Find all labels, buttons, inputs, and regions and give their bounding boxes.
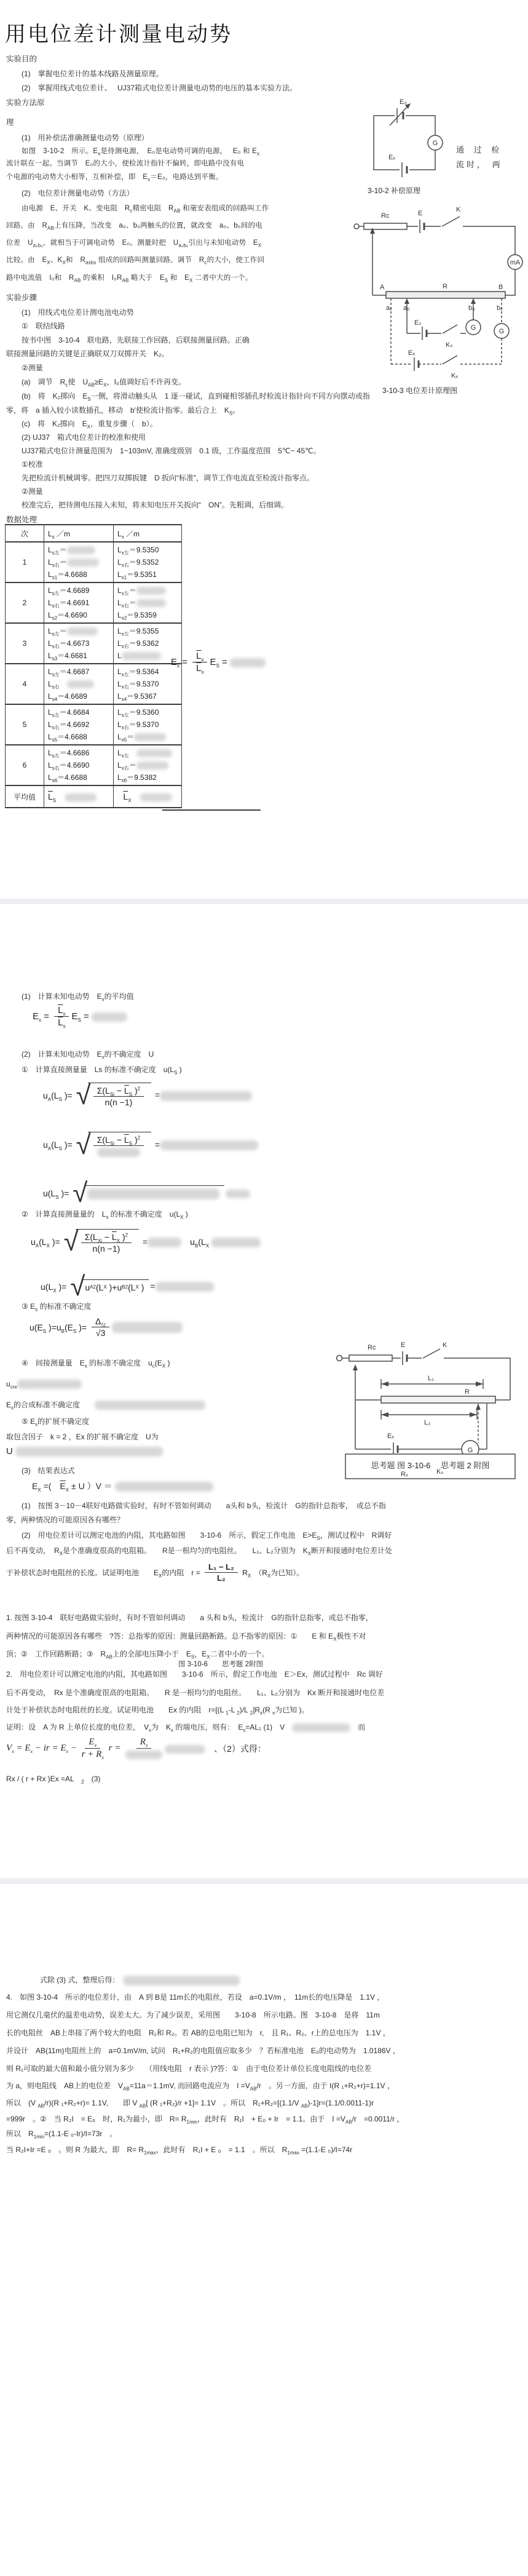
text-line: 取包含因子 k = 2 ，Ex 的扩展不确定度 U为: [6, 1433, 159, 1441]
blur-redaction: [67, 559, 99, 566]
text-line: 路中电流值 I₀和 $R_{AB}$ 的乘积 $I_0R_{AB}$ 略大于 $E_S$ 和 $E_X$ 二者中大的一个。: [6, 274, 253, 284]
step-line: (b) 将 K₂掷向 $E_S$一侧，将滑动触头从 1 逐一碰试，直到碰相邻插孔时检流计指针向不同方向摆动或指: [22, 392, 370, 402]
table-row: [6, 664, 182, 704]
terminal-icon: [337, 1356, 342, 1361]
answer-line: 后不再变动， Rx 是个准确度很高的电阻箱。 R 是一根均匀的电阻丝。 L₁、L₂分别为 Kx 断开和接通时电位差: [6, 1688, 385, 1697]
formula-line: $E_x$的合成标准不确定度: [6, 1400, 205, 1410]
blur-redaction: [211, 1238, 261, 1247]
formula-ex-average: $E_x$ = $\frac{\overline{L}_x}{\overline{L}_s}$ $E_S$ =: [171, 651, 266, 674]
switch-icon: [443, 356, 457, 364]
principle-subheading: (2) 电位差计测量电动势（方法）: [22, 189, 134, 197]
answer-line: =999r 。② 当 R₂I = E₀ 时，R₁为最小，即 $R= R_{1min}$，此时有 R₁I + E₀ + Ir = 1.1。由于 $I =V_{AB}/r$ =0.0011/r ，: [6, 2115, 404, 2125]
text-fragment: 流时， 两: [456, 160, 503, 169]
battery-label: E: [418, 210, 423, 217]
blur-redaction: [292, 1723, 350, 1732]
endpoint-label: A: [380, 284, 385, 291]
terminal-icon: [354, 224, 359, 229]
section-heading-steps: 实验步骤: [6, 293, 37, 302]
list-heading: ⑤ $E_x$的扩展不确定度: [22, 1417, 90, 1428]
table-cell: 2: [6, 582, 44, 623]
blur-redaction: [67, 627, 98, 635]
formula-ua-lx: $u_A(L_X$ )= √ $\frac{\Sigma(L_{Xi} - \overline{L}_X )^2}{n(n -1)}$ = $u_B(L_X$: [31, 1229, 261, 1255]
table-cell: $L_{x左}=9.5355$ $L_{x右}=9.5362$ L: [114, 623, 182, 664]
rheostat-label: Rc: [381, 212, 390, 220]
table-cell: 6: [6, 745, 44, 785]
table-cell: $L_{s左}=4.6686$ $L_{s右}=4.6690$ $L_{s6}=4.6688$: [44, 745, 114, 785]
table-average-row: [6, 785, 182, 808]
step-line: (a) 调节 $R_c$使 $U_{AB}\ge E_X$，I₀值调好后不许再变。: [22, 378, 186, 388]
text-line: 流计联在一起。当调节 E₀的大小，使检流计指针不偏转，即电路中没有电: [6, 160, 245, 167]
document-title: 用电位差计测量电动势: [5, 23, 232, 46]
answer-line: 所以 (V $_{AB}$/r)(R ₁+R₂+r)= 1.1V, 即 V $_{AB}$[ (R ₁+R₂)/r +1]= 1.1V 。所以 R₁+R₂=[(1.1/V $_{AB}$)-1]r=(1.1/0.0011-1)r: [6, 2099, 374, 2109]
figure-caption: 3-10-2 补偿原理: [368, 186, 421, 195]
step-line: ① 联结线路: [22, 322, 65, 330]
resistor-label: R: [443, 283, 447, 290]
blur-redaction: [17, 1380, 82, 1389]
principle-subheading: (1) 用补偿法准确测量电动势（原理）: [22, 133, 149, 142]
answer-line: 1. 按图 3-10-4 联好电路做实验时，有时不管如何调动 a 头和 b头，检流计 G的指针总指零，或总不指零，: [6, 1613, 373, 1622]
answer-line: 2. 用电位差计可以测定电池的内阻，其电路如图 3-10-6 所示，假定工作电池 E＞Ex，测试过程中 Rc 调好: [6, 1670, 383, 1679]
figure-caption: 3-10-3 电位差计原理图: [382, 386, 458, 395]
circuit-wire: [374, 116, 435, 170]
resistor-label: R: [465, 1388, 470, 1396]
switch-label: K: [443, 1342, 447, 1349]
answer-line: 4. 如图 3-10-4 所示的电位差计，由 A 到 B是 11m长的电阻丝，若设 a=0.1V/m ， 11m长的电压降是 1.1V ，: [6, 1993, 385, 2002]
blur-redaction: [65, 793, 97, 801]
contact-label: aₓ: [386, 304, 392, 312]
blur-redaction: [97, 1148, 140, 1157]
formula-vx: $V_x = E_x$ − ir = $E_x$ − $\frac{E_x}{r + R_x}$ r = $R_x$ 、（2）式得：: [6, 1737, 266, 1760]
column-header: $L_x$ ／m: [114, 525, 182, 542]
figure-caption: 思考题 图 3-10-6 思考题 2 附图: [371, 1461, 490, 1470]
step-line: UJ37箱式电位计测量范围为 1~103mV, 准确度级别 0.1 级，工作温度范围 5℃~ 45℃。: [22, 447, 321, 455]
section-heading-data: 数据处理: [6, 515, 37, 524]
table-cell: 3: [6, 623, 44, 664]
question-line-with-formula: 于补偿状态时电阻丝的长度。试证明电池 $E_X$的内阻 r = $\frac{\text{L₁ − L₂}}{\text{L₂}}$ $R_X$ （$R_X$为已知）。: [6, 1562, 304, 1583]
step-line: ②测量: [22, 364, 43, 372]
step-line: (2) UJ37 箱式电位差计的校准和使用: [22, 433, 146, 442]
answer-line: 顶；② 工作回路断路；③ $R_{AB}$上的全部电压降小于 $E_S$，$E_X$二者中小的一个。: [6, 1650, 269, 1660]
text-line: 如图 3-10-2 所示。$E_x$是待测电源， E₀是电动势可调的电源， E₀ 和 $E_x$: [22, 148, 260, 157]
rheostat-icon: [349, 1355, 392, 1361]
unknown-emf-label: Eₓ: [408, 349, 415, 357]
step-line: 校准完后，把待测电压接入未知，将未知电压开关扳向“ ON”。先粗调，后细调。: [22, 501, 288, 509]
blur-redaction: [87, 1188, 219, 1199]
answer-line: 计处于补偿状态时电阻丝的长度。试证明电池 Ex 的内阻 r=[(L $_1$-L $_2$)/L $_2]R_x(R$ $_x$为已知 )。: [6, 1706, 309, 1716]
list-heading: (1) 计算未知电动势 $E_x$的平均值: [22, 992, 134, 1003]
step-line: 零，将 a 插入较小读数插孔，移动 b′使检流计指零。最后合上 $K_S$。: [6, 406, 240, 416]
rheostat-label: Rc: [368, 1344, 376, 1351]
galvanometer-label: G: [470, 324, 476, 332]
formula-u-ls: $u(L_S$ )= √: [43, 1182, 250, 1204]
blur-redaction: [136, 587, 166, 595]
text-line: 比较。由 $E_X$、$K_X$和 $R_{axbx}$ 组成的回路叫测量回路。调节 $R_c$的大小，使工作回: [6, 256, 265, 266]
blur-redaction: [160, 1140, 258, 1150]
blur-redaction: [67, 680, 94, 688]
blur-redaction: [92, 1012, 127, 1022]
formula-line: U: [6, 1447, 163, 1457]
text-line: 位差 $U_{a_0b_0}$，就相当于可调电动势 E₀。测量时把 $U_{a_0b_0}$引出与未知电动势 $E_X$: [6, 239, 262, 248]
answer-line: 两种情况的可能原因各有哪些 ?答：总指零的原因：测量回路断路。总不指零的原因：① E 和 $E_X$极性不对: [6, 1632, 366, 1642]
answer-line: 并设计 AB(11m)电阻丝上的 a=0.1mV/m, 试问 R₁+R₂的电阻值应取多少 ？若标准电池 E₀的电动势为 1.0186V ，: [6, 2046, 400, 2055]
step-line: ②测量: [22, 487, 43, 496]
list-heading: ② 计算直接测量量的 $L_x$ 的标准不确定度 $u(L_X$ ): [22, 1210, 188, 1220]
objective-item: (2) 掌握用线式电位差计、 UJ37箱式电位差计测量电动势的电压的基本实验方法。: [22, 84, 297, 92]
inline-figure-caption: 图 3-10-6 思考题 2附图: [178, 1661, 264, 1668]
blur-redaction: [134, 733, 166, 741]
circuit-wire: [354, 217, 522, 371]
table-cell: $L_{s左}=4.6689$ $L_{s右}=4.6691$ $L_{s2}=4.6690$: [44, 582, 114, 623]
table-cell: $\overline{L}_X$: [114, 785, 182, 808]
standard-cell-label: Eₛ: [414, 319, 422, 327]
formula-u-lx: $u(L_X$ )= √ u A 2 (L X )+u B 2 (L X ) =: [41, 1276, 214, 1297]
blur-redaction: [123, 1976, 240, 1986]
contact-label: b₀: [468, 304, 475, 312]
resistance-wire-bar: [381, 1396, 495, 1403]
resistor-box-label: Rₓ: [401, 1471, 408, 1478]
text-line: 个电源的电动势大小相等，互相补偿，即 $E_x=E_0$，电路达到平衡。: [6, 173, 223, 183]
list-heading: (2) 计算未知电动势 $E_x$的不确定度 U: [22, 1050, 154, 1060]
answer-line: 当 R₂I+Ir =E ₀ 。则 R 为最大，即 $R= R_{1max}$，此时有 R₁I + E ₀ = 1.1 。所以 $R_{1max} =(1.1-E$ ₀)/I=74r: [6, 2145, 353, 2156]
table-row: [6, 542, 182, 582]
unknown-emf-label: Eₓ: [387, 1433, 394, 1440]
galvanometer-label: G: [467, 1447, 473, 1454]
blur-redaction: [15, 1447, 163, 1457]
table-row: [6, 745, 182, 785]
table-cell: 1: [6, 542, 44, 582]
answer-line: 证明：设 A 为 R 上单位长度的电位差， $V_x$为 $K_x$ 的端电压，则有： $E_x=AL_1$ (1) V 而: [6, 1723, 366, 1733]
table-cell: $L_{s左}=$ $L_{s右}=$ $L_{s1}=4.6688$: [44, 542, 114, 582]
table-cell: $L_{s左}=4.6684$ $L_{s右}=4.6692$ $L_{s5}=4.6688$: [44, 704, 114, 745]
answer-line: 则 R₁可取的最大值和最小值分别为多少 （用线电阻 r 表示 )?答：① 由于电位差计单位长度电阻线的电位差: [6, 2064, 372, 2073]
question-line: 后不再变动， $R_X$是个准确度很高的电阻箱。 R是一根均匀的电阻丝。 L₁、L₂分别为 $K_X$断开和接通时电位差计处: [6, 1546, 393, 1557]
galvanometer-label: G: [432, 140, 438, 147]
formula-ex-average: $E_x$ = $\frac{\overline{L}_x}{\overline{L}_s}$ $E_S$ =: [33, 1005, 127, 1028]
table-cell: 平均值: [6, 785, 44, 808]
figure-potentiometer-principle: [350, 203, 528, 385]
section-heading-method-2: 理: [6, 118, 14, 127]
section-heading-goal: 实验目的: [6, 55, 37, 63]
milliammeter-label: mA: [510, 259, 521, 266]
blur-redaction: [136, 761, 168, 769]
table-cell: $L_{x左}=$ $L_{x右}=$ $L_{x2}=9.5359$: [114, 582, 182, 623]
blur-redaction: [67, 546, 95, 554]
text-line: 回路。由 $R_{AB}$上有压降，当改变 a₀、b₀两触头的位置，就改变 a₀、b₀间的电: [6, 222, 262, 231]
blur-redaction: [95, 1401, 205, 1410]
objective-item: (1) 掌握电位差计的基本线路及测量原理。: [22, 70, 164, 78]
answer-line: 式除 (3) 式，整理后得：: [40, 1975, 240, 1986]
galvanometer-label: G: [498, 328, 505, 335]
blur-redaction: [136, 599, 166, 607]
galvanometer-icon: [428, 135, 443, 150]
step-line: ①校准: [22, 460, 43, 469]
switch-label: Kₛ: [436, 1468, 444, 1476]
column-header: 次: [6, 525, 44, 542]
text-line: 由电源 E、开关 K、变电阻 $R_c$精密电阻 $R_{AB}$ 和毫安表组成的回路叫工作: [22, 205, 269, 214]
switch-label: Kₓ: [451, 372, 458, 380]
column-header: $L_s$ ／m: [44, 525, 114, 542]
contact-label: bₓ: [497, 304, 503, 312]
list-heading: ④ 间接测量量 $E_x$ 的标准不确定度 $u_c(E_X$ ): [22, 1359, 170, 1369]
rheostat-icon: [364, 223, 407, 229]
table-cell: $L_{s左}=$ $L_{s右}=4.6673$ $L_{s3}=4.6681$: [44, 623, 114, 664]
table-cell: $L_{x左}=9.5360$ $L_{x右}=9.5370$ $L_{x5}=$: [114, 704, 182, 745]
blur-redaction: [125, 1751, 162, 1759]
blur-redaction: [148, 1238, 181, 1247]
contact-label: a₀: [403, 304, 410, 312]
switch-label: K: [456, 206, 461, 213]
table-row: [6, 623, 182, 664]
formula-ua-ls: $u_A(L_S$ )= √ $\frac{\Sigma(L_{Si} - \overline{L}_S )^2}{n(n -1)}$ =: [43, 1083, 252, 1108]
question-line: (1) 按图 3－10－4联好电路做实验时，有时不管如何调动 a头和 b头，检流计 G的指针总指零， 或总不指: [22, 1501, 386, 1510]
page-separator: [0, 1878, 528, 1884]
answer-line: 长的电阻丝 AB上串接了两个较大的电阻 R₁和 R₂。若 AB的总电阻已知为 r, 且 R₁、R₂、r上的总电压为 1.1V ，: [6, 2029, 390, 2037]
step-line: 先把检流计机械调零。把四刀双掷扳键 D 扳向“标准”，调节工作电流直至检流计指零点。: [22, 474, 314, 482]
list-heading: (3) 结果表达式: [22, 1466, 75, 1475]
text-fragment: 通 过 检: [456, 145, 503, 154]
blur-redaction: [122, 652, 161, 660]
source-label: E₀: [400, 98, 407, 106]
resistance-wire-bar: [386, 292, 505, 298]
switch-icon: [443, 325, 457, 333]
answer-line: 为 a，则电阻线 AB上的电位差 $V_{AB}=11a=1.1mV$, 而回路电流应为 $I =V_{AB}/r$ 。另一方面，由于 I(R ₁+R₂+r)=1.1V ，: [6, 2081, 395, 2092]
table-cell: 4: [6, 664, 44, 704]
step-line: 按书中图 3-10-4 联电路，先联接工作回路，后联接测量回路。正确: [22, 336, 250, 344]
blur-redaction: [165, 1745, 205, 1754]
endpoint-label: B: [498, 284, 503, 291]
table-cell: $L_{s左}=4.6687$ $L_{s右}$ $L_{s4}=4.6689$: [44, 664, 114, 704]
blur-redaction: [115, 1482, 213, 1492]
table-row: [6, 704, 182, 745]
table-cell: $\overline{L}_S$: [44, 785, 114, 808]
table-bottom-rule: [162, 809, 261, 811]
answer-line: 所以 $R_{1min}=(1.1-E$ ₀-Ir)/I=73r 。: [6, 2129, 117, 2140]
blur-redaction: [140, 793, 172, 801]
table-cell: 5: [6, 704, 44, 745]
list-heading: ① 计算直接测量量 Ls 的标准不确定度 $u(L_S$ ): [22, 1065, 182, 1076]
switch-icon: [423, 1349, 440, 1358]
formula-line: $u_{cre}$: [6, 1379, 82, 1389]
battery-icon: [390, 103, 411, 125]
battery-icon: [402, 162, 407, 177]
answer-line: Rx / ( r + Rx )Ex =AL $_2$ (3): [6, 1775, 101, 1785]
step-line: (1) 用线式电位差计测电池电动势: [22, 308, 134, 317]
table-cell: $L_{x左}=9.5364$ $L_{x右}=9.5370$ $L_{x4}=9.5367$: [114, 664, 182, 704]
question-line: (2) 用电位差计可以测定电池的内阻，其电路如图 3-10-6 所示，假定工作电池 $E>E_S$，测试过程中 R调好: [22, 1531, 392, 1541]
blur-redaction: [156, 1282, 214, 1292]
formula-u-es: $u(E_S$ )$=u_B(E_S$ )= $\frac{\Delta_仪}{√3}$: [30, 1316, 183, 1338]
blur-redaction: [226, 1190, 250, 1198]
arrowheads: [353, 1364, 483, 1417]
section-heading-method: 实验方法原: [6, 98, 45, 107]
switch-icon: [442, 217, 460, 226]
switch-label: Kₛ: [446, 341, 453, 349]
table-cell: $L_{x左}$ $L_{x右}=$ $L_{x6}=9.5382$: [114, 745, 182, 785]
list-heading: ③ $E_s$ 的标准不确定度: [22, 1302, 92, 1313]
table-cell: $L_{x左}=9.5350$ $L_{x右}=9.5352$ $L_{x1}=9.5351$: [114, 542, 182, 582]
blur-redaction: [160, 1091, 252, 1101]
formula-ua-ls-2: $u_A(L_S$ )= √ $\Sigma(L_{Si} - \overline{L}_S$ )$^2$ =: [43, 1132, 258, 1158]
table-row: [6, 582, 182, 623]
table-header-row: [6, 525, 182, 542]
unknown-emf-label: Eₓ: [388, 154, 395, 161]
blur-redaction: [230, 658, 266, 667]
step-line: (c) 将 K₂掷向 $E_X$，重复步骤（ b）。: [22, 419, 157, 430]
blur-redaction: [112, 1322, 183, 1333]
formula-result: $E_X$ =( $\overline{E}_X \pm U$ ）V ＝: [32, 1481, 213, 1492]
blur-redaction: [136, 749, 172, 757]
length-label: L₂: [424, 1419, 431, 1426]
step-line: 联接测量回路的关键是正确联双刀双掷开关 K₂。: [6, 349, 169, 358]
answer-line: 用它测仅几毫伏的温差电动势，误差太大。为了减少误差，采用图 3-10-8 所示电路。图 3-10-8 是将 11m: [6, 2011, 380, 2019]
page-separator: [0, 899, 528, 904]
question-line: 零，两种情况的可能原因各有哪些？: [6, 1516, 125, 1524]
data-table: [5, 524, 182, 808]
length-label: L₁: [428, 1375, 434, 1382]
battery-label: E: [401, 1342, 406, 1349]
figure-compensation-principle: [361, 97, 454, 183]
